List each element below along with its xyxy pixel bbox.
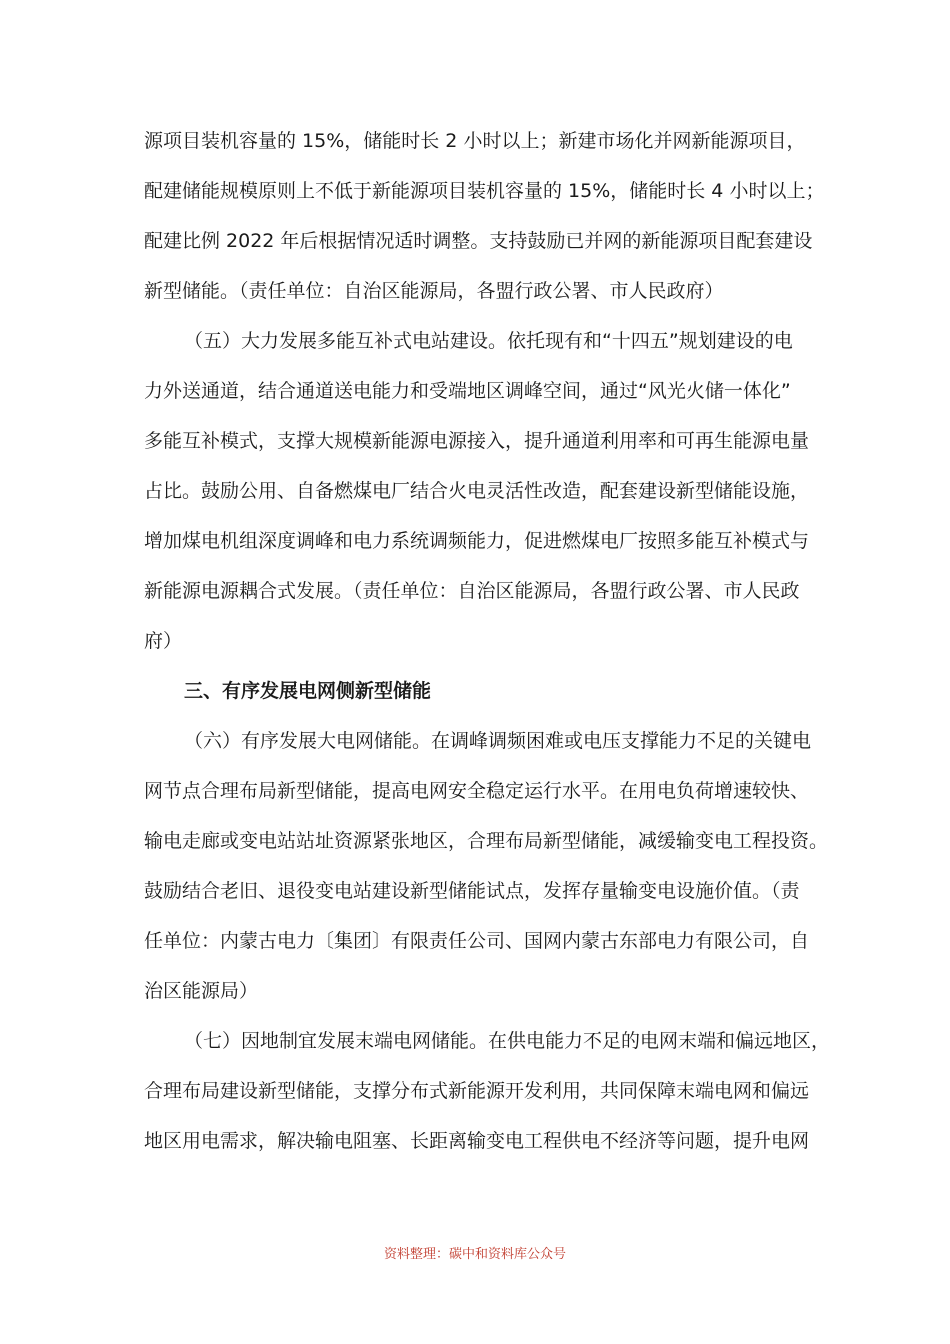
text-line: 任单位：内蒙古电力〔集团〕有限责任公司、国网内蒙古东部电力有限公司，自 xyxy=(144,930,810,952)
text-line: 新型储能。（责任单位：自治区能源局，各盟行政公署、市人民政府） xyxy=(144,280,724,302)
section-heading: 三、有序发展电网侧新型储能 xyxy=(184,680,432,702)
text-line: 输电走廊或变电站站址资源紧张地区，合理布局新型储能，减缓输变电工程投资。 xyxy=(144,830,829,852)
text-line: 府） xyxy=(144,630,183,652)
paragraph-seven-start: （七）因地制宜发展末端电网储能。在供电能力不足的电网末端和偏远地区， xyxy=(184,1030,831,1052)
text-line: 治区能源局） xyxy=(144,980,259,1002)
text-line: 鼓励结合老旧、退役变电站建设新型储能试点，发挥存量输变电设施价值。（责 xyxy=(144,880,800,902)
text-line: 占比。鼓励公用、自备燃煤电厂结合火电灵活性改造，配套建设新型储能设施， xyxy=(144,480,810,502)
paragraph-six-start: （六）有序发展大电网储能。在调峰调频困难或电压支撑能力不足的关键电 xyxy=(184,730,812,752)
text-line: 新能源电源耦合式发展。（责任单位：自治区能源局，各盟行政公署、市人民政 xyxy=(144,580,800,602)
text-line: 多能互补模式，支撑大规模新能源电源接入，提升通道利用率和可再生能源电量 xyxy=(144,430,810,452)
text-line: 源项目装机容量的 15%，储能时长 2 小时以上；新建市场化并网新能源项目， xyxy=(144,130,806,152)
text-line: 网节点合理布局新型储能，提高电网安全稳定运行水平。在用电负荷增速较快、 xyxy=(144,780,810,802)
text-line: 合理布局建设新型储能，支撑分布式新能源开发利用，共同保障末端电网和偏远 xyxy=(144,1080,810,1102)
text-line: 配建比例 2022 年后根据情况适时调整。支持鼓励已并网的新能源项目配套建设 xyxy=(144,230,813,252)
text-line: 力外送通道，结合通道送电能力和受端地区调峰空间，通过“风光火储一体化” xyxy=(144,380,791,402)
paragraph-five-start: （五）大力发展多能互补式电站建设。依托现有和“十四五”规划建设的电 xyxy=(184,330,793,352)
text-line: 地区用电需求，解决输电阻塞、长距离输变电工程供电不经济等问题，提升电网 xyxy=(144,1130,810,1152)
text-line: 增加煤电机组深度调峰和电力系统调频能力，促进燃煤电厂按照多能互补模式与 xyxy=(144,530,810,552)
text-line: 配建储能规模原则上不低于新能源项目装机容量的 15%，储能时长 4 小时以上； xyxy=(144,180,825,202)
footer-source-note: 资料整理：碳中和资料库公众号 xyxy=(383,1247,566,1262)
